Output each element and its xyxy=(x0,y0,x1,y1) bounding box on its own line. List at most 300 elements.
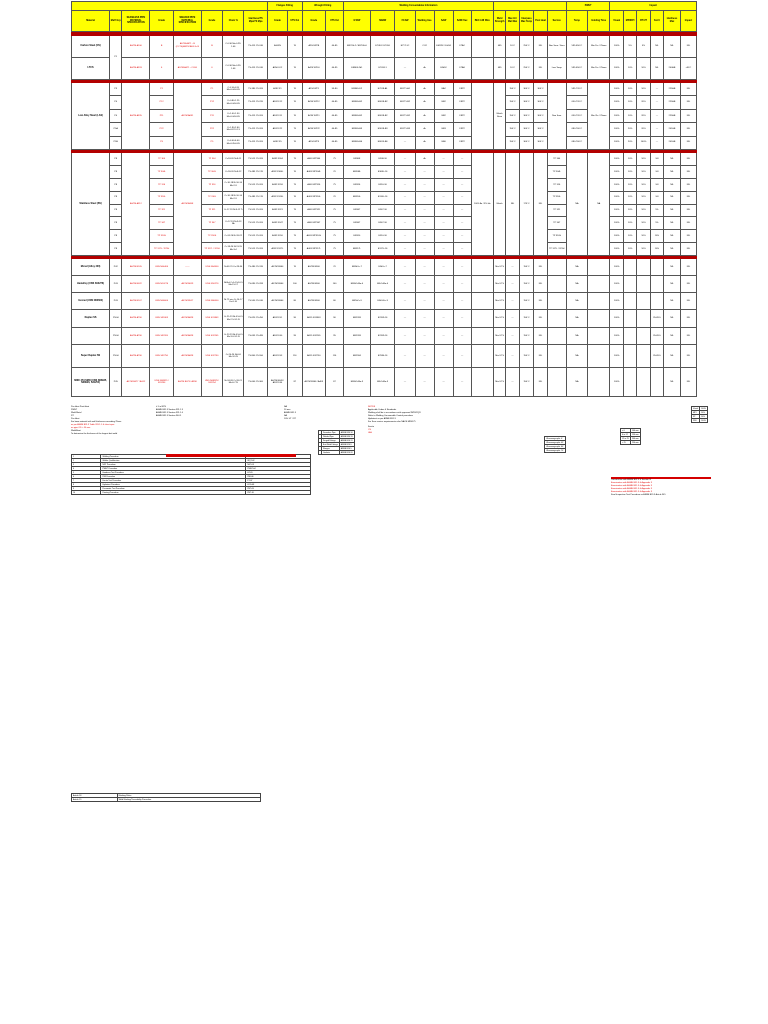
welded-grade: TP 316 xyxy=(201,179,222,192)
cell-hard: 225HB xyxy=(664,109,681,122)
cell-hard: NIL xyxy=(664,368,681,397)
note-line: ASME B31.3 xyxy=(284,412,296,414)
table-row xyxy=(72,276,697,293)
cell-interpass: 150°C xyxy=(519,293,534,310)
material-group: P8 xyxy=(110,243,122,256)
table-row xyxy=(72,153,697,166)
seamless-grade: TP 321 xyxy=(150,204,174,217)
cell-rt: 10% xyxy=(637,179,650,192)
cell-fgrade: A182 F310 xyxy=(267,230,287,243)
cell-fuTS: 90 xyxy=(288,310,303,328)
note-line: 10% UT / RT xyxy=(284,418,296,420)
cell-fgrade: A350 LF2 xyxy=(267,57,287,79)
cell-hard: 241HB xyxy=(664,123,681,136)
cell-gtaw: ERNiCrMo-3 xyxy=(343,368,370,397)
welded-spec: ASTM A928 xyxy=(173,327,201,345)
cell-saw: EB2 xyxy=(434,96,453,109)
note-line: PWHT xyxy=(71,409,78,411)
cell-post: NIL xyxy=(534,276,547,293)
cell-visual: 100% xyxy=(610,83,623,96)
cell-gas: Ar xyxy=(415,109,434,122)
cell-interpass: 300°C xyxy=(519,96,534,109)
material-group: P45 xyxy=(110,368,122,397)
cell-maxht: 150°C xyxy=(506,96,519,109)
cell-hard: NIL xyxy=(664,230,681,243)
table-cell: Weld Marking/Traceability Procedure xyxy=(117,798,260,802)
cell-gas: — xyxy=(415,166,434,179)
cell-saw: — xyxy=(434,293,453,310)
welded-spec: ASTM A928 xyxy=(173,345,201,368)
cell-fuTS: 70 xyxy=(288,166,303,179)
cell-impact: NIL xyxy=(680,293,696,310)
header-wrought: Wrought Fitting xyxy=(302,2,343,11)
cell-gas: Ar xyxy=(415,153,434,166)
table-row xyxy=(72,259,697,276)
cell-wfgrade: A403 WP310S xyxy=(302,230,326,243)
cell-gtaw: ER316L xyxy=(343,191,370,204)
cell-saw: — xyxy=(434,368,453,397)
cell-flux: F7A8 xyxy=(453,57,471,79)
cell-ferrit: 35-65% xyxy=(650,345,663,368)
seamless-spec: ASTM B677 / A312 xyxy=(122,368,150,397)
table-cell: 250 mm xyxy=(631,441,639,444)
cell-post: NIL xyxy=(534,35,547,57)
cell-fcaw: — xyxy=(395,310,415,328)
header-flanges: Flanges Fitting xyxy=(267,2,302,11)
cell-wfUTS: 60-85 xyxy=(326,136,344,149)
column-header: Grade xyxy=(201,11,222,32)
table-cell: HYD-08 xyxy=(246,483,311,487)
cell-chem: Cr:24-26 Ni:6-8 Mo:3-5 N xyxy=(223,345,244,368)
cell-chem: C:0.30 Mn:0.29-1.06 xyxy=(223,57,244,79)
cell-fgrade: A182 F316L xyxy=(267,191,287,204)
note-line: Examination with ASME B31.3 & Appendix X xyxy=(611,485,653,487)
table-cell: ASME B16.5 xyxy=(339,447,354,451)
cell-weld: Match Base xyxy=(494,83,506,150)
cell-saw: — xyxy=(434,204,453,217)
cell-weld: Min UTS xyxy=(494,259,506,276)
cell-ts: TS:415 YS:220 xyxy=(244,96,268,109)
cell-service xyxy=(547,293,566,310)
cell-chem: Cr:22-23 Ni:4.5-6.5 Mo:3.0-3.5 N xyxy=(223,327,244,345)
cell-post: NIL xyxy=(534,327,547,345)
cell-wfgrade: A815 S32205 xyxy=(302,327,326,345)
cell-visual: 100% xyxy=(610,179,623,192)
note-line: Examination with ASME B31.3 & Appendix X xyxy=(611,488,653,490)
cell-mpi xyxy=(623,368,636,397)
cell-ts: TS:620 YS:450 xyxy=(244,310,268,328)
seamless-grade: TP 310S xyxy=(150,230,174,243)
cell-rt: 10% xyxy=(637,191,650,204)
welded-spec: ASTM A671 - CC60 xyxy=(173,57,201,79)
cell-post: 300°C xyxy=(534,83,547,96)
cell-fuTS: 75 xyxy=(288,243,303,256)
column-header: UTS Ksl xyxy=(288,11,303,32)
cell-rt: 20% xyxy=(637,96,650,109)
note-line: Final Inspection Test Procedure as ASME B31.3 Article 345 xyxy=(611,494,666,496)
cell-hard: 241HB xyxy=(664,136,681,149)
cell-impact: NIL xyxy=(680,153,696,166)
table-cell: 10% xyxy=(700,411,708,415)
cell-wfUTS: 80 xyxy=(326,293,344,310)
cell-gas: — xyxy=(415,243,434,256)
cell-impact: NIL xyxy=(680,96,696,109)
cell-maxht: — xyxy=(506,276,519,293)
cell-ts: TS:480 YS:195 xyxy=(244,259,268,276)
cell-wfUTS: 75 xyxy=(326,179,344,192)
material-group: P8 xyxy=(110,179,122,192)
cell-saw: — xyxy=(434,243,453,256)
red-band xyxy=(166,454,296,457)
cell-fcaw: E81T1-B2 xyxy=(395,109,415,122)
cell-fuTS: 70 xyxy=(288,109,303,122)
cell-ferrit: 3-8 xyxy=(650,191,663,204)
note-line: Ferrite xyxy=(368,426,375,428)
cell-maxht: — xyxy=(506,310,519,328)
cell-post: 300°C xyxy=(534,96,547,109)
cell-mpi xyxy=(623,293,636,310)
cell-wfgrade: A234 WP11 xyxy=(302,109,326,122)
cell-hard: NIL xyxy=(664,35,681,57)
cell-impact: NIL xyxy=(680,345,696,368)
cell-smaw: E308L-16 xyxy=(370,166,395,179)
table-cell: Ultrasonographic 60° xyxy=(546,445,564,448)
table-cell: Marking Rules xyxy=(117,794,260,798)
header-welding: Welding Consumables Information xyxy=(343,2,493,11)
cell-gtaw: ER80S-D2 xyxy=(343,83,370,96)
cell-rt: 10% xyxy=(637,166,650,179)
cell-rt xyxy=(637,345,650,368)
note-line: Applicable Codes & Standards xyxy=(368,409,397,411)
cell-fcaw: E91T1-B3 xyxy=(395,123,415,136)
cell-flux: — xyxy=(453,345,471,368)
cell-temp: NA xyxy=(566,310,587,328)
material-name: Hastelloy (UNS N10276) xyxy=(72,276,110,293)
cell-gas: Ar xyxy=(415,123,434,136)
cell-wfgrade: A403 WP347 xyxy=(302,217,326,230)
cell-chem: Cr:0.80-1.25 Mo:0.44-0.65 xyxy=(223,96,244,109)
note-line: Examination with ASME B31.3 & Appendix X xyxy=(611,482,653,484)
cell-temp: 650-720°C xyxy=(566,96,587,109)
cell-visual: 100% xyxy=(610,123,623,136)
column-header: Temp xyxy=(566,11,587,32)
note-line: Pre-Heat Post-Heat xyxy=(71,406,90,408)
column-header: SAW Flux xyxy=(453,11,471,32)
table-cell: Forged Fittings xyxy=(322,439,340,443)
cell-saw: — xyxy=(434,327,453,345)
table-cell: ≤ 6 xyxy=(621,429,631,433)
cell-gas: Ar xyxy=(415,136,434,149)
table-cell: Painting Procedure xyxy=(101,491,246,495)
column-header: UTS Ksl xyxy=(326,11,344,32)
column-header: Interpass Max Temp xyxy=(519,11,534,32)
cell-service xyxy=(547,310,566,328)
cell-service: TP 347 xyxy=(547,217,566,230)
cell-impact: NIL xyxy=(680,243,696,256)
seamless-spec: ASTM B622 xyxy=(122,276,150,293)
cell-interpass: 150°C xyxy=(519,310,534,328)
cell-fgrade: ASTM B649 / A182 F44 xyxy=(267,368,287,397)
note-line: LAS xyxy=(368,432,372,434)
notes-right-labels xyxy=(368,426,388,435)
cell-saw: — xyxy=(434,230,453,243)
cell-temp: NA xyxy=(566,327,587,345)
cell-weld: Match xyxy=(494,153,506,255)
cell-smaw: E317L-16 xyxy=(370,243,395,256)
welded-grade: TP 304 xyxy=(201,153,222,166)
table-cell: 1 xyxy=(72,455,101,459)
note-line: Weld Metal xyxy=(71,412,82,414)
cell-maxht: — xyxy=(506,259,519,276)
cell-fcaw: — xyxy=(395,276,415,293)
cell-wfgrade: A403 WP316L xyxy=(302,191,326,204)
cell-ferrit xyxy=(650,368,663,397)
cell-weld: Min UTS xyxy=(494,327,506,345)
column-header: RT/UT xyxy=(637,11,650,32)
cell-rt xyxy=(637,276,650,293)
cell-ts: TS:550 YS:240 xyxy=(244,293,268,310)
seamless-grade: P1 xyxy=(150,83,174,96)
cell-mpi: 5% xyxy=(623,35,636,57)
cell-impact: NIL xyxy=(680,327,696,345)
cell-wfUTS: 75 xyxy=(326,217,344,230)
cell-interpass: 150°C xyxy=(519,368,534,397)
material-name: Monel (Alloy 400) xyxy=(72,259,110,276)
cell-chem: Cr:1.00-1.50 Mo:0.44-0.65 xyxy=(223,109,244,122)
cell-gtaw: ER310 xyxy=(343,230,370,243)
column-header: Visual xyxy=(610,11,623,32)
table-cell: RT xyxy=(692,415,700,419)
cell-ferrit xyxy=(650,293,663,310)
cell-mpi: 10% xyxy=(623,204,636,217)
cell-flux: — xyxy=(453,179,471,192)
cell-weld: Min UTS xyxy=(494,345,506,368)
cell-chem: C:0.10-0.20 Mo:0.44-0.65 xyxy=(223,83,244,96)
note-line: ASME B31.3 Section 344.5 xyxy=(156,415,182,417)
welded-grade: UNS S32205 xyxy=(201,327,222,345)
code-table xyxy=(318,430,355,455)
cell-gtaw: ER80S-B6 xyxy=(343,136,370,149)
seamless-grade: P11 xyxy=(150,109,174,122)
cell-ferrit: 35-65% xyxy=(650,310,663,328)
cell-post: NIL xyxy=(534,57,547,79)
cell-wfgrade: A234 WPB xyxy=(302,35,326,57)
table-row xyxy=(72,345,697,368)
cell-hold xyxy=(588,368,610,397)
cell-maxht: — xyxy=(506,293,519,310)
cell-chem: Ni:63-70 Cu:28-34 xyxy=(223,259,244,276)
cell-fgrade: A182 F60 xyxy=(267,327,287,345)
cell-fgrade: A182 F347 xyxy=(267,217,287,230)
cell-wfUTS: 100 xyxy=(326,276,344,293)
welded-grade: UNS S32750 xyxy=(201,345,222,368)
note-line: Examination with ASME B31.3 & Appendix X xyxy=(611,491,653,493)
cell-ts: TS:415 YS:205 xyxy=(244,136,268,149)
cell-ferrit: 3-8 xyxy=(650,153,663,166)
cell-fcaw: — xyxy=(395,166,415,179)
seamless-grade: UNS N04400 xyxy=(150,259,174,276)
cell-smaw: E310-16 xyxy=(370,230,395,243)
cell-rt xyxy=(637,259,650,276)
welded-spec: ASTM A671 - B (CC70)/ASTM A53 Gr B xyxy=(173,35,201,57)
material-group: P4 xyxy=(110,109,122,122)
cell-bec xyxy=(471,310,493,328)
cell-flux: — xyxy=(453,368,471,397)
cell-bec xyxy=(471,293,493,310)
header-impact: Impact xyxy=(610,2,697,11)
cell-fgrade: A182 F321 xyxy=(267,204,287,217)
table-row xyxy=(72,798,261,802)
cell-flux: — xyxy=(453,230,471,243)
cell-gas: — xyxy=(415,259,434,276)
cell-service: Non Sour / Sour xyxy=(547,35,566,57)
cell-visual: 100% xyxy=(610,35,623,57)
cell-smaw: E8018-B2 xyxy=(370,96,395,109)
cell-saw: EM12K / EH14 xyxy=(434,35,453,57)
cell-hold: Min 1hr / 25mm xyxy=(588,57,610,79)
cell-hard: NIL xyxy=(664,204,681,217)
cell-chem: Cr:24-26 Ni:19-22 xyxy=(223,230,244,243)
material-group: P42 xyxy=(110,259,122,276)
cell-hard: 225HB xyxy=(664,96,681,109)
cell-flux: — xyxy=(453,259,471,276)
seamless-spec: ASTM A790 xyxy=(122,345,150,368)
ndt-table xyxy=(544,436,566,453)
cell-smaw: ENiCrFe-3 xyxy=(370,293,395,310)
table-cell: ASME B36.19 xyxy=(340,435,353,438)
cell-wfgrade: A234 WP22 xyxy=(302,123,326,136)
table-cell: 10% xyxy=(700,415,708,419)
cell-mpi: 10% xyxy=(623,243,636,256)
cell-visual: 100% xyxy=(610,327,623,345)
seamless-grade: UNS N08925 / S31254 xyxy=(150,368,174,397)
cell-interpass: 150°C xyxy=(519,259,534,276)
cell-service: TP 317L / 321H xyxy=(547,243,566,256)
cell-hard: NIL xyxy=(664,327,681,345)
cell-wfgrade: A420 WPL6 xyxy=(302,57,326,79)
cell-ts: TS:600 YS:300 xyxy=(244,368,268,397)
cell-visual: 100% xyxy=(610,230,623,243)
seamless-grade: UNS N10276 xyxy=(150,276,174,293)
cell-wfUTS: 75 xyxy=(326,243,344,256)
cell-visual: 100% xyxy=(610,153,623,166)
cell-ferrit: 35-65% xyxy=(650,327,663,345)
cell-smaw: E316-16 xyxy=(370,179,395,192)
material-name: 6MO/ 254 SMO (UNS N08925, N08926, S31254) xyxy=(72,368,110,397)
cell-impact: NIL xyxy=(680,83,696,96)
cell-bec xyxy=(471,259,493,276)
cell-impact: NIL xyxy=(680,123,696,136)
cell-hold: Min 1hr / 25mm xyxy=(588,35,610,57)
cell-ferrit: — xyxy=(650,96,663,109)
material-group: P5B xyxy=(110,136,122,149)
cell-post: 300°C xyxy=(534,123,547,136)
column-header: SMAW xyxy=(370,11,395,32)
welded-grade: 6 xyxy=(201,57,222,79)
cell-impact: -46°C xyxy=(680,57,696,79)
cell-fuTS: 116 xyxy=(288,345,303,368)
cell-wfgrade: A815 S32750 xyxy=(302,345,326,368)
cell-fgrade: ASTM B564 xyxy=(267,293,287,310)
material-name xyxy=(72,327,110,345)
cell-saw: — xyxy=(434,217,453,230)
cell-fuTS: 70 xyxy=(288,259,303,276)
cell-flux: — xyxy=(453,204,471,217)
cell-service: TP 321 xyxy=(547,204,566,217)
cell-post: 300°C xyxy=(534,136,547,149)
cell-maxht: 10°C xyxy=(506,57,519,79)
cell-rt: 10% xyxy=(637,217,650,230)
cell-flux: F8P2 xyxy=(453,109,471,122)
cell-service: TP 304L xyxy=(547,166,566,179)
cell-fgrade: A182 F304L xyxy=(267,166,287,179)
table-row xyxy=(72,310,697,328)
cell-ts: TS:515 YS:205 xyxy=(244,230,268,243)
cell-ts: TS:415 YS:205 xyxy=(244,109,268,122)
seamless-spec: ASTM A106 xyxy=(122,35,150,57)
note-line: For Sour service requirements refer NACE MR0175 xyxy=(368,421,416,423)
cell-gtaw: ER80S-B2 xyxy=(343,96,370,109)
cell-maxht: 150°C xyxy=(506,83,519,96)
cell-mpi: 10% xyxy=(623,179,636,192)
seamless-grade: TP 317L / 321H xyxy=(150,243,174,256)
note-line: Refer to Welding Consumable Control procedure xyxy=(368,415,413,417)
material-name: Stainless Steel (SS) xyxy=(72,153,110,255)
cell-wfgrade: ASTM B366 xyxy=(302,276,326,293)
cell-mpi: 10% xyxy=(623,166,636,179)
cell-service xyxy=(547,259,566,276)
cell-visual: 100% xyxy=(610,259,623,276)
cell-gas: — xyxy=(415,204,434,217)
cell-saw: — xyxy=(434,276,453,293)
column-header: Mat'l Grp xyxy=(110,11,122,32)
cell-mpi xyxy=(623,310,636,328)
seamless-grade: 6 xyxy=(150,57,174,79)
cell-rt: 5% xyxy=(637,35,650,57)
cell-chem: Cr:17-19 Ni:9-13 Nb xyxy=(223,217,244,230)
cell-gas: — xyxy=(415,293,434,310)
table-cell: Welding Procedure xyxy=(101,455,246,459)
cell-hold xyxy=(588,259,610,276)
material-group: P5A xyxy=(110,123,122,136)
header-blank2 xyxy=(494,2,567,11)
table-cell: MPI xyxy=(692,411,700,415)
cell-impact: NIL xyxy=(680,230,696,243)
cell-fcaw: — xyxy=(395,191,415,204)
table-cell: Pneumatic Test Procedure xyxy=(101,487,246,491)
column-header: Grade xyxy=(302,11,326,32)
cell-wfUTS: 60-85 xyxy=(326,123,344,136)
cell-wfgrade: A403 WP316 xyxy=(302,179,326,192)
cell-impact: NIL xyxy=(680,136,696,149)
cell-gas: Ar xyxy=(415,83,434,96)
table-cell: PMI xyxy=(692,419,700,423)
cell-service xyxy=(547,327,566,345)
seamless-grade: TP 304L xyxy=(150,166,174,179)
cell-flux: F8P2 xyxy=(453,83,471,96)
cell-interpass: 300°C xyxy=(519,123,534,136)
thickness-table xyxy=(620,428,641,445)
cell-gtaw: ER347 xyxy=(343,217,370,230)
cell-flux: — xyxy=(453,276,471,293)
welded-grade: TP 347 xyxy=(201,217,222,230)
cell-ferrit xyxy=(650,259,663,276)
welded-spec: —— xyxy=(173,259,201,276)
material-group: P8 xyxy=(110,153,122,166)
cell-smaw: E2209-16 xyxy=(370,327,395,345)
cell-ferrit: — xyxy=(650,136,663,149)
cell-ts: TS:800 YS:550 xyxy=(244,345,268,368)
